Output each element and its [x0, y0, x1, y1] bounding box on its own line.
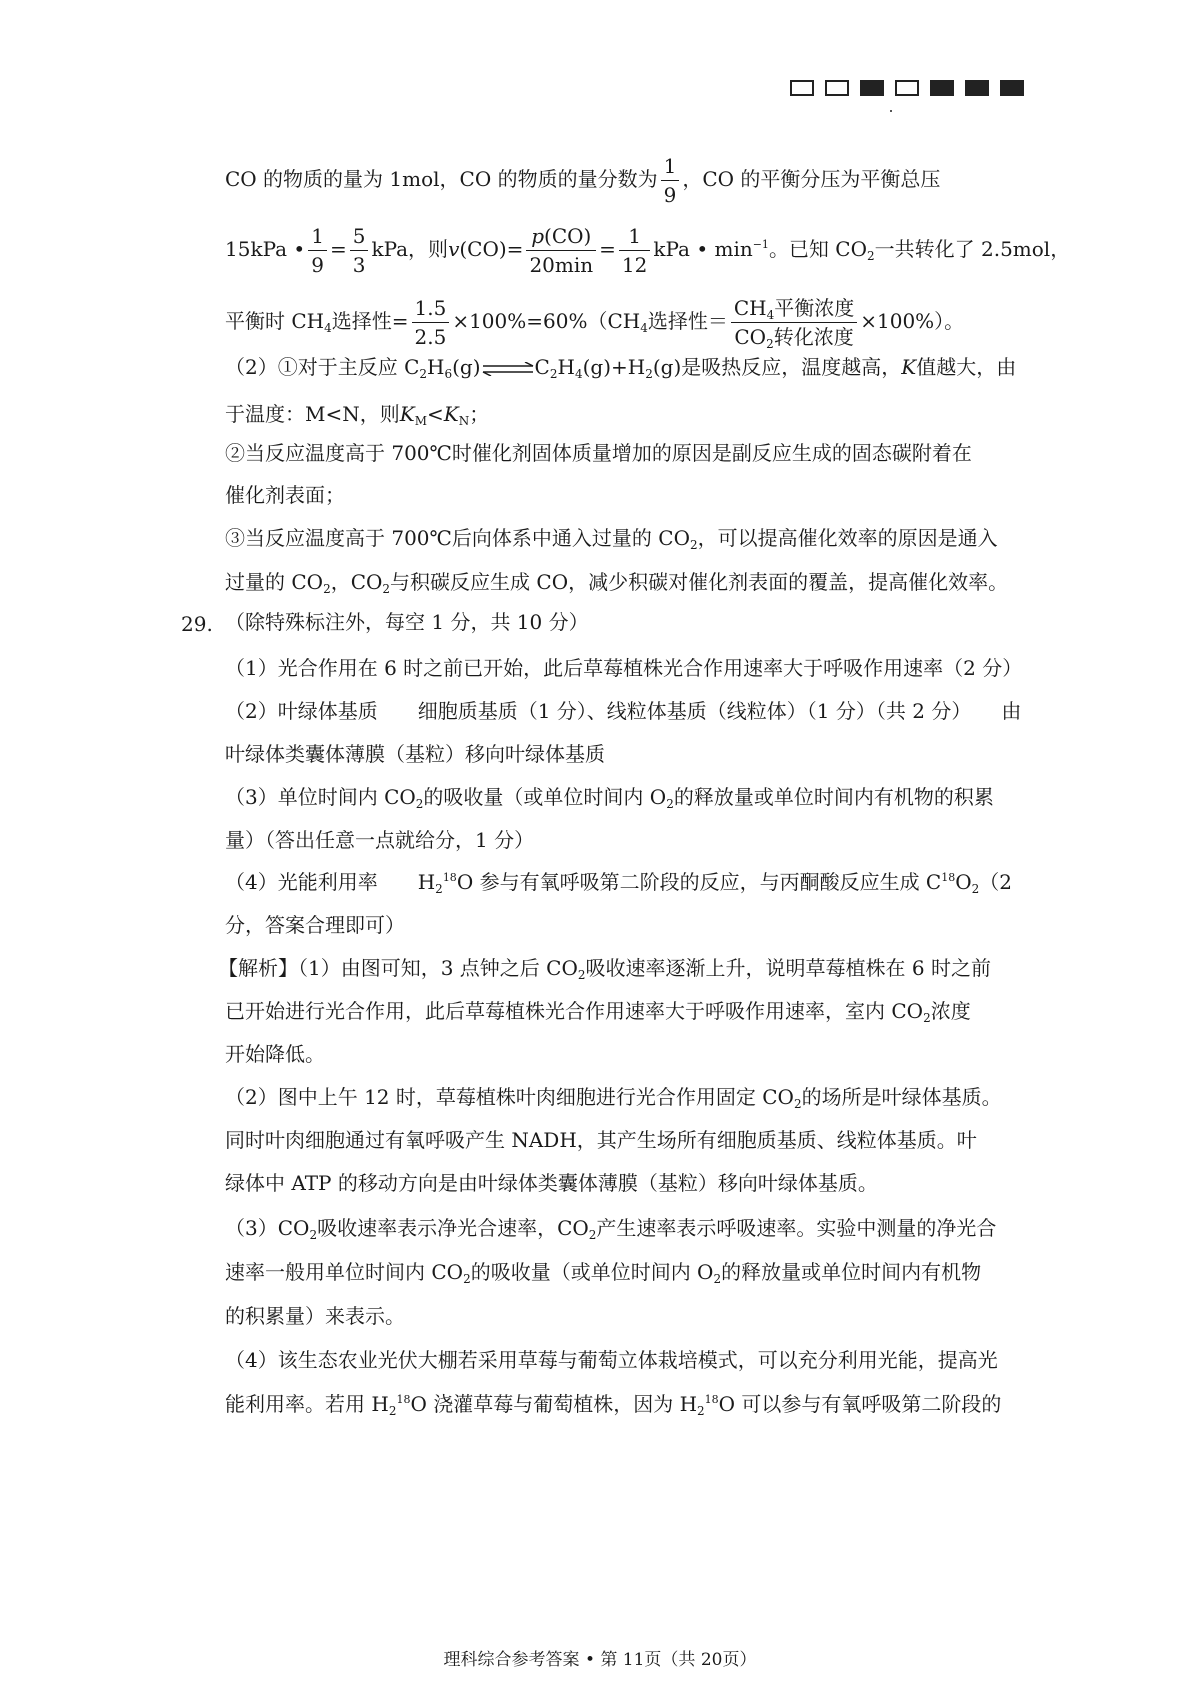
superscript: 18 [941, 871, 956, 884]
text-span: 值越大，由 [916, 355, 1017, 379]
analysis-line: 的积累量）来表示。 [225, 1304, 405, 1328]
text-span: (g)+H [582, 355, 646, 379]
fraction-numerator: 1 [308, 225, 327, 251]
header-box-filled [1000, 80, 1024, 96]
fraction [308, 225, 327, 276]
text-span: 平衡浓度 [774, 296, 855, 320]
text-line [225, 355, 1017, 381]
text-span: 选择性＝ [647, 309, 728, 333]
text-span: 【解析】（1）由图可知，3 点钟之后 CO [218, 956, 578, 980]
analysis-line [225, 1216, 997, 1242]
subscript: 2 [689, 538, 698, 552]
subscript: 2 [588, 1228, 597, 1242]
fraction-numerator [731, 297, 857, 323]
text-span: ×100%）。 [860, 309, 965, 333]
subscript: 2 [323, 582, 331, 596]
fraction-denominator: 9 [311, 253, 324, 277]
subscript: 2 [766, 337, 774, 351]
equilibrium-constant-symbol: K [901, 355, 917, 379]
analysis-line [225, 1260, 982, 1286]
subscript: 2 [867, 249, 875, 263]
text-span: ，可以提高催化效率的原因是通入 [697, 526, 998, 550]
answer-line: （1）光合作用在 6 时之前已开始，此后草莓植株光合作用速率大于呼吸作用速率（2 分） [225, 656, 1023, 680]
answer-line: 分，答案合理即可） [225, 913, 405, 937]
text-span: kPa，则 [371, 237, 449, 261]
answer-line: 量）（答出任意一点就给分，1 分） [225, 828, 535, 852]
subscript: 6 [444, 367, 453, 381]
subscript: 4 [574, 367, 583, 381]
analysis-line: 同时叶肉细胞通过有氧呼吸产生 NADH，其产生场所有细胞质基质、线粒体基质。叶 [225, 1128, 977, 1152]
text-span: 于温度：M<N，则 [225, 402, 400, 426]
text-span: 吸收速率逐渐上升，说明草莓植株在 6 时之前 [585, 956, 991, 980]
pressure-symbol: p [531, 224, 545, 248]
analysis-line: （4）该生态农业光伏大棚若采用草莓与葡萄立体栽培模式，可以充分利用光能，提高光 [225, 1348, 998, 1372]
text-span: （4）光能利用率 H [225, 870, 436, 894]
fraction [526, 225, 596, 276]
text-span: （2）图中上午 12 时，草莓植株叶肉细胞进行光合作用固定 CO [225, 1085, 794, 1109]
subscript: 2 [382, 582, 391, 596]
subscript: 2 [971, 882, 980, 896]
text-span: 产生速率表示呼吸速率。实验中测量的净光合 [596, 1216, 997, 1240]
subscript: 2 [419, 367, 428, 381]
header-box-filled [930, 80, 954, 96]
text-line [225, 526, 998, 552]
subscript: 2 [309, 1228, 318, 1242]
text-span: 一共转化了 2.5mol， [874, 237, 1071, 261]
text-span: ③当反应温度高于 700℃后向体系中通入过量的 CO [225, 526, 690, 550]
fraction [350, 225, 369, 276]
analysis-line [225, 1085, 1002, 1111]
text-span: kPa • min [653, 237, 753, 261]
text-span: （3）单位时间内 CO [225, 785, 416, 809]
subscript: 2 [415, 797, 424, 811]
subscript: 2 [463, 1272, 471, 1286]
text-span: O 浇灌草莓与葡萄植株，因为 H [410, 1392, 698, 1416]
text-span: ，CO [330, 570, 383, 594]
velocity-symbol: v [448, 237, 460, 261]
page-footer: 理科综合参考答案 • 第 11页（共 20页） [443, 1650, 757, 1670]
superscript: −1 [752, 238, 769, 251]
text-span: CH [733, 296, 767, 320]
text-span: ； [469, 402, 490, 426]
text-line [225, 225, 1070, 276]
fraction-denominator: 12 [621, 253, 648, 277]
text-span: 15kPa • [225, 237, 306, 261]
subscript: 2 [435, 882, 443, 896]
subscript: 2 [549, 367, 558, 381]
text-line [225, 155, 940, 206]
subscript: 2 [666, 797, 674, 811]
analysis-line: 绿体中 ATP 的移动方向是由叶绿体类囊体薄膜（基粒）移向叶绿体基质。 [225, 1171, 878, 1195]
text-span: 过量的 CO [225, 570, 324, 594]
fraction-denominator: 3 [352, 253, 366, 277]
answer-line [225, 785, 994, 811]
text-line [225, 402, 490, 428]
analysis-line [218, 956, 991, 982]
text-span: CO [734, 325, 767, 349]
text-line: （除特殊标注外，每空 1 分，共 10 分） [225, 610, 589, 634]
text-span: (CO)= [459, 237, 524, 261]
question-number: 29. [181, 612, 213, 636]
text-span: 吸收速率表示净光合速率，CO [317, 1216, 589, 1240]
text-span: 浓度 [930, 999, 971, 1023]
answer-line: （2）叶绿体基质 细胞质基质（1 分）、线粒体基质（线粒体）（1 分）（共 2 分） 由 [225, 699, 1022, 723]
text-span: （3）CO [225, 1216, 310, 1240]
superscript: 18 [396, 1393, 411, 1406]
header-box-empty [790, 80, 814, 96]
text-span: H [557, 355, 575, 379]
superscript: 18 [704, 1393, 719, 1406]
text-span: ×100%=60%（CH [452, 309, 641, 333]
text-span: < [427, 402, 444, 426]
text-span: ，CO 的平衡分压为平衡总压 [682, 167, 941, 191]
text-span: 选择性= [331, 309, 409, 333]
text-span: 能利用率。若用 H [225, 1392, 389, 1416]
header-box-empty [825, 80, 849, 96]
header-box-markers [790, 80, 1024, 96]
analysis-line: 开始降低。 [225, 1042, 325, 1066]
fraction [412, 297, 450, 348]
header-box-empty [895, 80, 919, 96]
text-span: （2）①对于主反应 C [225, 355, 420, 379]
subscript: N [458, 414, 470, 428]
superscript: 18 [442, 871, 457, 884]
text-span: (g)是吸热反应，温度越高， [652, 355, 902, 379]
equilibrium-constant-symbol: K [399, 402, 415, 426]
fraction-numerator: 1 [661, 155, 680, 181]
text-span: 的场所是叶绿体基质。 [801, 1085, 1002, 1109]
text-span: O [955, 870, 972, 894]
text-span: O 可以参与有氧呼吸第二阶段的 [718, 1392, 1002, 1416]
subscript: 4 [766, 308, 775, 322]
answer-line: 叶绿体类囊体薄膜（基粒）移向叶绿体基质 [225, 742, 605, 766]
subscript: 2 [793, 1097, 802, 1111]
text-span: 平衡时 CH [225, 309, 325, 333]
fraction-numerator [526, 225, 596, 251]
fraction-denominator [731, 323, 857, 351]
subscript: 2 [713, 1272, 722, 1286]
fraction [619, 225, 650, 276]
text-span: CO 的物质的量为 1mol，CO 的物质的量分数为 [225, 167, 658, 191]
fraction-numerator: 1.5 [412, 297, 450, 323]
subscript: 2 [577, 968, 586, 982]
text-span: O 参与有氧呼吸第二阶段的反应，与丙酮酸反应生成 C [456, 870, 942, 894]
text-span: H [427, 355, 445, 379]
fraction-denominator: 20min [529, 253, 594, 277]
header-box-filled [965, 80, 989, 96]
text-span: (CO) [544, 224, 592, 248]
equals-sign: = [599, 237, 616, 261]
subscript: 2 [388, 1404, 397, 1418]
text-span: 的释放量或单位时间内有机物的积累 [673, 785, 994, 809]
text-span: C [534, 355, 550, 379]
text-line [225, 570, 1009, 596]
subscript: M [414, 414, 427, 428]
subscript: 4 [324, 321, 332, 335]
fraction-denominator: 9 [663, 183, 677, 207]
text-line: 催化剂表面； [225, 483, 345, 507]
text-span: 。已知 CO [768, 237, 867, 261]
header-dot [890, 110, 892, 112]
text-span: （2 [979, 870, 1013, 894]
equilibrium-constant-symbol: K [443, 402, 459, 426]
analysis-line [225, 999, 971, 1025]
text-line: ②当反应温度高于 700℃时催化剂固体质量增加的原因是副反应生成的固态碳附着在 [225, 441, 972, 465]
fraction-denominator: 2.5 [414, 325, 447, 349]
equilibrium-arrow-icon [481, 362, 535, 376]
text-span: 的吸收量（或单位时间内 O [470, 1260, 714, 1284]
fraction [661, 155, 680, 206]
text-span: 已开始进行光合作用，此后草莓植株光合作用速率大于呼吸作用速率，室内 CO [225, 999, 924, 1023]
header-box-filled [860, 80, 884, 96]
subscript: 2 [645, 367, 653, 381]
subscript: 2 [923, 1011, 931, 1025]
equals-sign: = [329, 237, 347, 261]
fraction-numerator: 1 [619, 225, 650, 251]
answer-line [225, 870, 1013, 896]
text-span: 转化浓度 [773, 325, 854, 349]
text-span: (g) [452, 355, 481, 379]
text-span: 的释放量或单位时间内有机物 [721, 1260, 982, 1284]
text-span: 的吸收量（或单位时间内 O [423, 785, 667, 809]
text-span: 与积碳反应生成 CO，减少积碳对催化剂表面的覆盖，提高催化效率。 [390, 570, 1009, 594]
text-line [225, 296, 965, 351]
text-span: 速率一般用单位时间内 CO [225, 1260, 464, 1284]
fraction [731, 296, 857, 351]
fraction-numerator: 5 [350, 225, 369, 251]
subscript: 4 [640, 321, 648, 335]
analysis-line [225, 1392, 1002, 1418]
subscript: 2 [697, 1404, 705, 1418]
